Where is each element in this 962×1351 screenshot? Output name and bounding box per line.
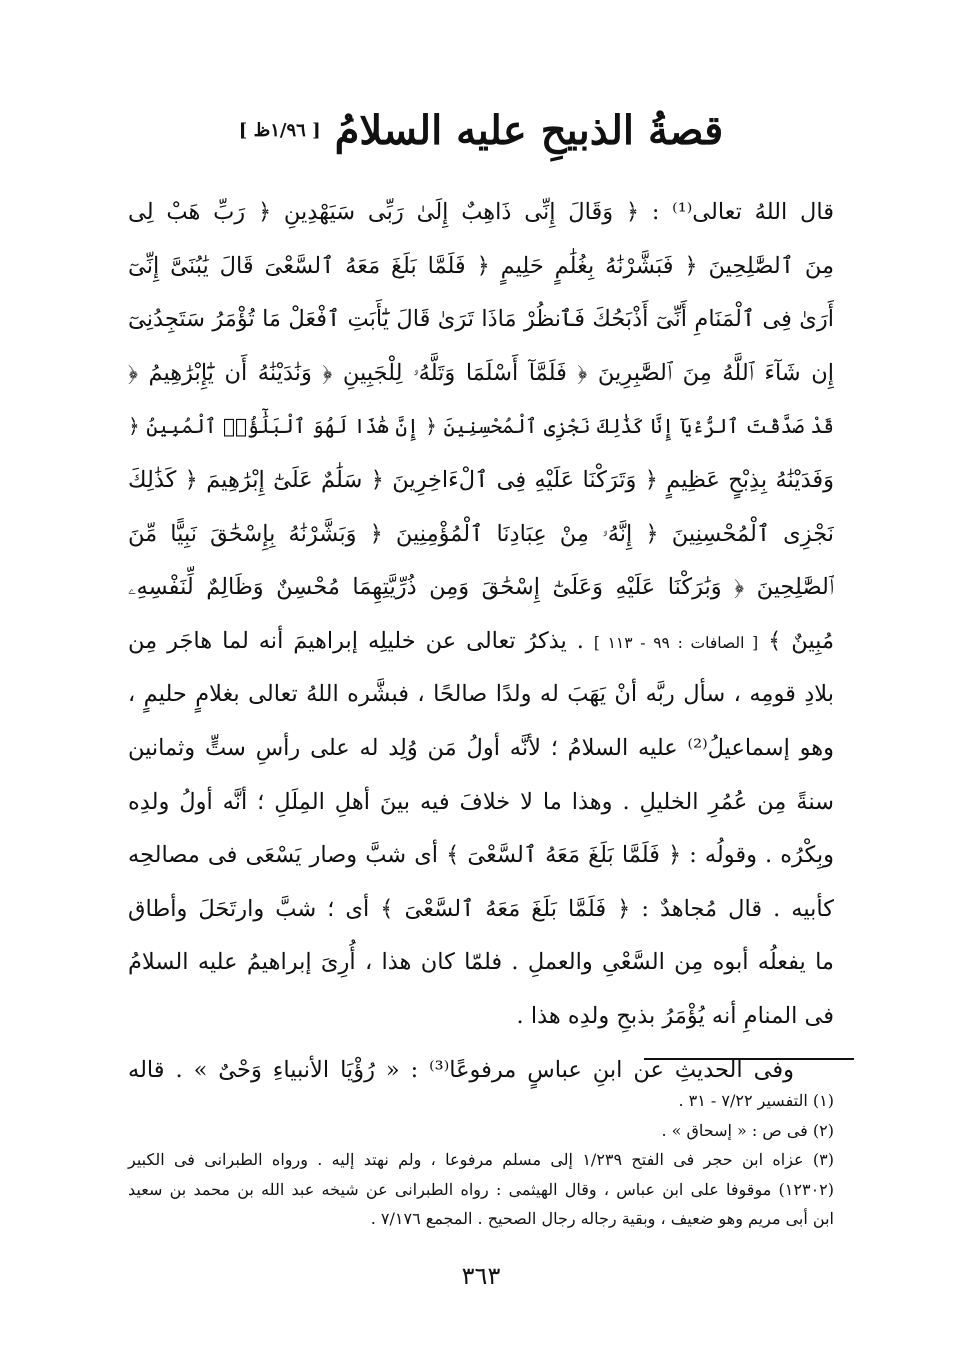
text-line: بلادِ قومِه ، سأل ربَّه أنْ يَهَبَ له ولدًا صالحًا ، فبشَّره اللهُ تعالى بغلامٍ حليمٍ ،	[128, 681, 834, 708]
footnote-3: (٣) عزاه ابن حجر فى الفتح ١/٢٣٩ إلى مسلم مرفوعا ، ولم نهتد إليه . ورواه الطبرانى فى الكبير	[128, 1150, 835, 1169]
text-line: أَرَىٰ فِى ٱلْمَنَامِ أَنِّىٓ أَذْبَحُكَ فَٱنظُرْ مَاذَا تَرَىٰ قَالَ يَٰٓأَبَتِ ٱفْعَلْ مَا تُؤْمَرُ سَتَجِدُنِىٓ	[128, 306, 834, 333]
commentary-start: . يذكرُ تعالى عن خليلِه إبراهيمَ أنه لما هاجَر مِن	[128, 627, 584, 654]
chapter-heading	[110, 100, 852, 160]
footnotes	[128, 1086, 834, 1234]
text-line: ما يفعلُه أبوه مِن السَّعْىِ والعملِ . فلمّا كان هذا ، أُرِىَ إبراهيمُ عليه السلامُ	[128, 949, 834, 976]
text-line: وهو إسماعيلُ⁽²⁾ عليه السلامُ ؛ لأنَّه أولُ مَن وُلِد له على رأسِ ستٍّ وثمانين	[128, 734, 834, 761]
text-line: ٱلصَّٰلِحِينَ ﴿ وَبَٰرَكْنَا عَلَيْهِ وَعَلَىٰٓ إِسْحَٰقَ وَمِن ذُرِّيَّتِهِمَا مُحْسِنٌ وَظَالِمٌ لِّنَفْسِهِۦ	[128, 574, 834, 601]
footnote-1: (١) التفسير ٧/٢٢ - ٣١ .	[678, 1091, 834, 1110]
footnote-3-end: ابن أبى مريم وهو ضعيف ، وبقية رجاله رجال الصحيح . المجمع ٧/١٧٦ .	[370, 1209, 834, 1228]
text-line: نَجْزِى ٱلْمُحْسِنِينَ ﴿ إِنَّهُۥ مِنْ عِبَادِنَا ٱلْمُؤْمِنِينَ ﴿ وَبَشَّرْنَٰهُ بِإِسْحَٰقَ نَبِيًّا مِّنَ	[128, 520, 834, 547]
main-text	[128, 186, 834, 1097]
footnote-3-cont: (١٢٣٠٢) موقوفا على ابن عباس ، وقال الهيثمى : رواه الطبرانى عن شيخه عبد الله بن محمد بن سعيد	[128, 1179, 834, 1199]
chapter-title: قصةُ الذبيحِ عليه السلامُ	[334, 106, 724, 154]
verse-end: مُبِينٌ ﴾	[768, 627, 834, 654]
text-line: وفى الحديثِ عن ابنِ عباسٍ مرفوعًا⁽³⁾ : « رُؤْيَا الأنبياءِ وَحْىٌ » . قاله	[128, 1056, 794, 1083]
text-line: سنةً مِن عُمُرِ الخليلِ . وهذا ما لا خلافَ فيه بينَ أهلِ المِلَلِ ؛ أنَّه أولُ ولدِه	[128, 788, 834, 815]
surah-citation: [ الصافات : ٩٩ - ١١٣ ]	[593, 633, 759, 652]
manuscript-reference: [ ١/٩٦ظ ]	[238, 119, 321, 141]
text-line-with-citation	[128, 615, 834, 669]
footnote-separator	[644, 1058, 854, 1060]
text-line: مِنَ ٱلصَّٰلِحِينَ ﴿ فَبَشَّرْنَٰهُ بِغُلَٰمٍ حَلِيمٍ ﴿ فَلَمَّا بَلَغَ مَعَهُ ٱلسَّعْىَ قَالَ يَٰبُنَىَّ إِنِّىٓ	[128, 252, 834, 279]
text-line: وَفَدَيْنَٰهُ بِذِبْحٍ عَظِيمٍ ﴿ وَتَرَكْنَا عَلَيْهِ فِى ٱلْءَاخِرِينَ ﴿ سَلَٰمٌ عَلَىٰٓ إِبْرَٰهِيمَ ﴿ كَذَٰلِكَ	[128, 466, 834, 493]
footnote-2: (٢) فى ص : « إسحاق » .	[661, 1120, 834, 1140]
text-line: قَدْ صَدَّقْتَ ٱلرُّءْيَآ إِنَّا كَذَٰلِكَ نَجْزِى ٱلْمُحْسِنِينَ ﴿ إِنَّ هَٰذَا لَهُوَ ٱلْبَلَٰٓؤُا۟ ٱلْمُبِينُ ﴿	[128, 414, 834, 439]
text-line: فى المنامِ أنه يُؤْمَرُ بذبحِ ولدِه هذا .	[516, 1002, 834, 1029]
page-number: ٣٦٣	[461, 1262, 501, 1290]
text-line: كأبيه . قال مُجاهدٌ : ﴿ فَلَمَّا بَلَغَ مَعَهُ ٱلسَّعْىَ ﴾ أى ؛ شبَّ وارتَحَلَ وأطاق	[128, 895, 834, 922]
text-line: وبِكْرُه . وقولُه : ﴿ فَلَمَّا بَلَغَ مَعَهُ ٱلسَّعْىَ ﴾ أى شبَّ وصار يَسْعَى فى مصالحِه	[128, 842, 834, 869]
text-line: قال اللهُ تعالى⁽¹⁾ : ﴿ وَقَالَ إِنِّى ذَاهِبٌ إِلَىٰ رَبِّى سَيَهْدِينِ ﴿ رَبِّ هَبْ لِى	[128, 199, 834, 225]
text-line: إِن شَآءَ ٱللَّهُ مِنَ ٱلصَّٰبِرِينَ ﴿ فَلَمَّآ أَسْلَمَا وَتَلَّهُۥ لِلْجَبِينِ ﴿ وَنَٰدَيْنَٰهُ أَن يَٰٓإِبْرَٰهِيمُ ﴿	[128, 359, 834, 386]
